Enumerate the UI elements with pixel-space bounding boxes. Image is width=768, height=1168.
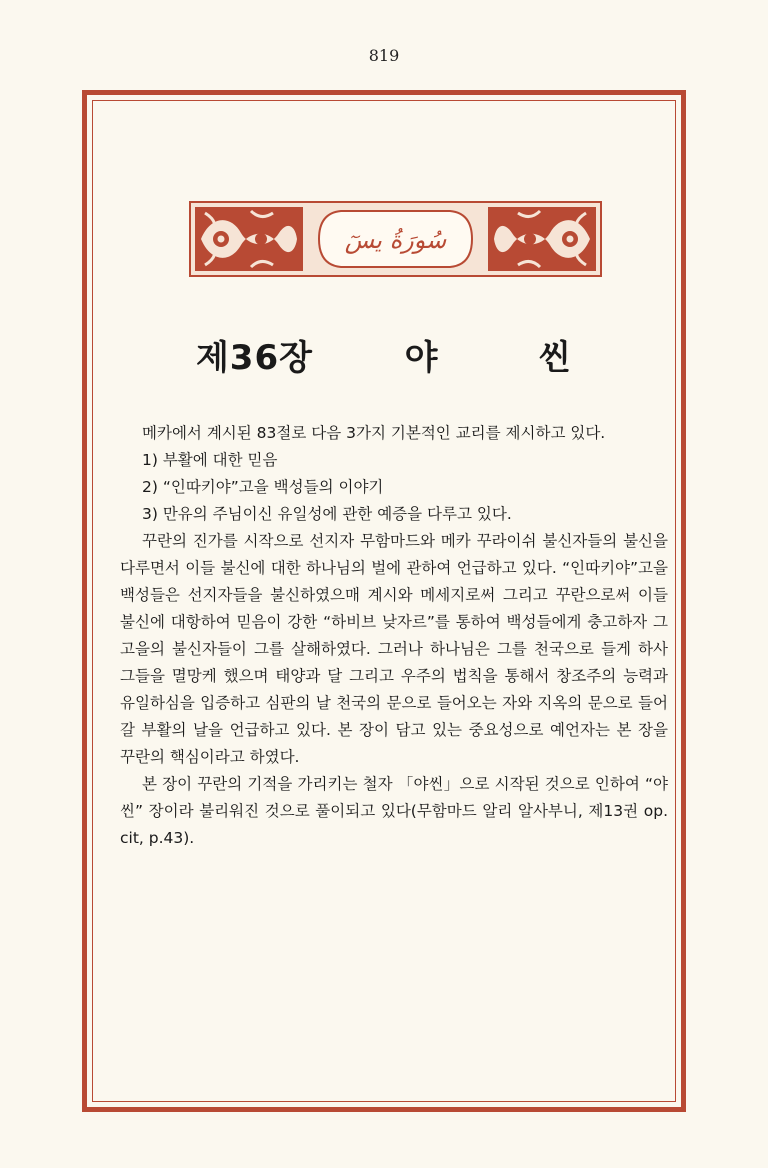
chapter-number: 제36장 <box>195 338 313 378</box>
paragraph: 꾸란의 진가를 시작으로 선지자 무함마드와 메카 꾸라이쉬 불신자들의 불신을 다루면서 이들 불신에 대한 하나님의 벌에 관하여 언급하고 있다. “인따키야”고을 백성들은 선지자들을 불신하였으매 계시와 메세지로써 그리고 꾸란으로써 이들 불신에 대항하여 믿음이 강한 “하비브 낮자르”를 통하여 백성들에게 충고하자 그 고을의 불신자들이 그를 살해하였다. 그러나 하나님은 그를 천국으로 들게 하사 그들을 멸망케 했으며 태양과 달 그리고 우주의 법칙을 통해서 창조주의 능력과 유일하심을 입증하고 심판의 날 천국의 문으로 들어오는 자와 지옥의 문으로 들어갈 부활의 날을 언급하고 있다. 본 장이 담고 있는 중요성으로 예언자는 본 장을 꾸란의 핵심이라고 하였다. <box>120 532 668 766</box>
paragraph: 본 장이 꾸란의 기적을 가리키는 철자 「야씬」으로 시작된 것으로 인하여 “야씬” 장이라 불리워진 것으로 풀이되고 있다(무함마드 알리 알사부니, 제13권 op. cit, p.43). <box>120 775 668 847</box>
arabic-surah-title: سُورَةُ يسٓ <box>344 226 447 254</box>
body-text <box>120 420 668 852</box>
paragraph: 메카에서 계시된 83절로 다음 3가지 기본적인 교리를 제시하고 있다. <box>142 424 606 442</box>
paragraph: 1) 부활에 대한 믿음 <box>142 451 278 469</box>
chapter-name-second: 씬 <box>538 338 573 378</box>
right-arabesque-icon <box>488 207 596 271</box>
paragraph: 2) “인따키야”고을 백성들의 이야기 <box>142 478 384 496</box>
left-arabesque-icon <box>195 207 303 271</box>
surah-banner <box>189 201 602 277</box>
paragraph: 3) 만유의 주님이신 유일성에 관한 예증을 다루고 있다. <box>142 505 512 523</box>
page-number: 819 <box>368 46 400 65</box>
chapter-name-first: 야 <box>404 338 439 378</box>
chapter-title <box>0 330 768 379</box>
ornament-graphic <box>191 203 600 275</box>
